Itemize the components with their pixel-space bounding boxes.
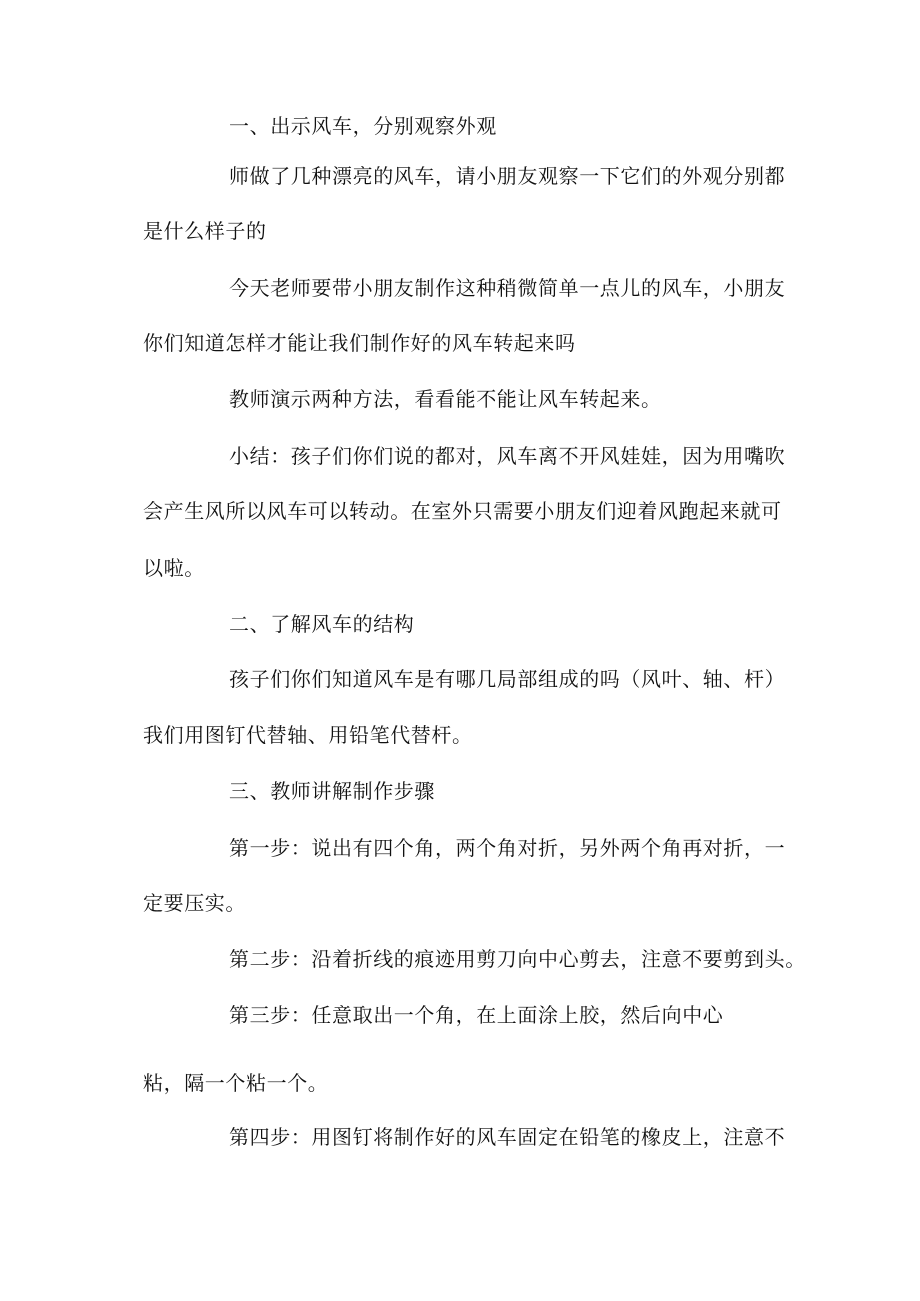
paragraph-line: 孩子们你们知道风车是有哪几局部组成的吗（风叶、轴、杆） — [229, 667, 786, 691]
paragraph-line: 第一步：说出有四个角，两个角对折，另外两个角再对折，一 — [229, 836, 786, 860]
paragraph-line: 师做了几种漂亮的风车，请小朋友观察一下它们的外观分别都 — [229, 164, 786, 188]
section-heading-3: 三、教师讲解制作步骤 — [229, 779, 435, 803]
paragraph-line: 定要压实。 — [143, 891, 246, 915]
section-heading-2: 二、了解风车的结构 — [229, 612, 415, 636]
paragraph-line: 今天老师要带小朋友制作这种稍微简单一点儿的风车，小朋友 — [229, 276, 786, 300]
section-heading-1: 一、出示风车，分别观察外观 — [229, 114, 497, 138]
paragraph-line: 粘，隔一个粘一个。 — [143, 1071, 329, 1095]
paragraph-line: 你们知道怎样才能让我们制作好的风车转起来吗 — [143, 331, 576, 355]
paragraph-line: 会产生风所以风车可以转动。在室外只需要小朋友们迎着风跑起来就可 — [143, 499, 782, 523]
paragraph-line: 第三步：任意取出一个角，在上面涂上胶，然后向中心 — [229, 1003, 724, 1027]
paragraph-line: 第四步：用图钉将制作好的风车固定在铅笔的橡皮上，注意不 — [229, 1125, 786, 1149]
paragraph-line: 我们用图钉代替轴、用铅笔代替杆。 — [143, 723, 473, 747]
paragraph-line: 以啦。 — [143, 556, 205, 580]
paragraph-line: 第二步：沿着折线的痕迹用剪刀向中心剪去，注意不要剪到头。 — [229, 947, 806, 971]
paragraph-line: 教师演示两种方法，看看能不能让风车转起来。 — [229, 387, 662, 411]
paragraph-line: 小结：孩子们你们说的都对，风车离不开风娃娃，因为用嘴吹 — [229, 444, 786, 468]
paragraph-line: 是什么样子的 — [143, 219, 267, 243]
